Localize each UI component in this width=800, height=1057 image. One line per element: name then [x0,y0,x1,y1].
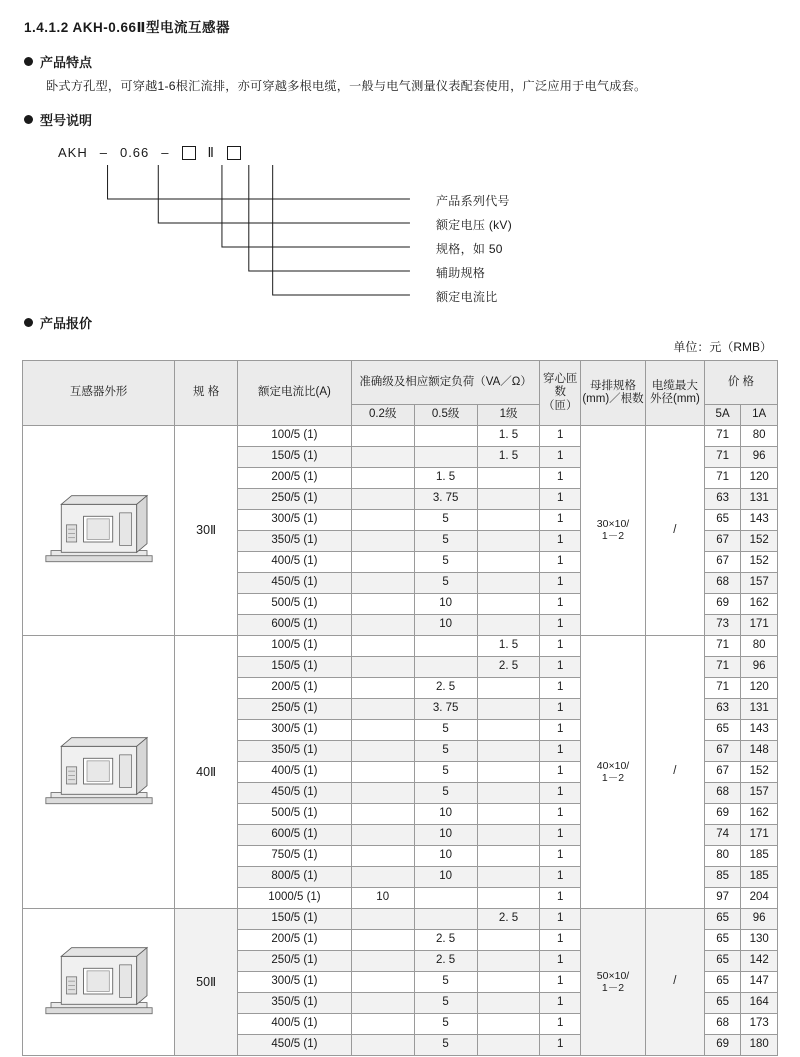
accuracy-05-cell: 5 [414,992,477,1013]
model-label-series: 产品系列代号 [436,193,510,208]
accuracy-1-cell [477,677,540,698]
accuracy-05-cell: 10 [414,824,477,845]
bullet-icon [24,57,33,66]
accuracy-02-cell [351,488,414,509]
busbar-cell: 30×10/ 1－2 [581,425,646,635]
model-dash-1: – [99,145,108,161]
accuracy-02-cell [351,929,414,950]
ratio-cell: 400/5 (1) [238,1013,352,1034]
price-5a-cell: 67 [704,761,741,782]
ratio-cell: 200/5 (1) [238,929,352,950]
price-5a-cell: 71 [704,656,741,677]
turns-cell: 1 [540,782,581,803]
accuracy-1-cell [477,866,540,887]
price-1a-cell: 142 [741,950,778,971]
model-leader-lines [22,139,778,309]
ratio-cell: 150/5 (1) [238,656,352,677]
accuracy-05-cell: 5 [414,509,477,530]
price-5a-cell: 67 [704,551,741,572]
ratio-cell: 250/5 (1) [238,698,352,719]
accuracy-05-cell: 5 [414,971,477,992]
ratio-cell: 450/5 (1) [238,782,352,803]
ratio-cell: 750/5 (1) [238,845,352,866]
price-1a-cell: 96 [741,446,778,467]
accuracy-05-cell: 5 [414,761,477,782]
price-5a-cell: 69 [704,593,741,614]
transformer-image [39,728,159,816]
spec-cell: 30Ⅱ [175,425,238,635]
turns-cell: 1 [540,908,581,929]
price-1a-cell: 148 [741,740,778,761]
price-1a-cell: 171 [741,824,778,845]
price-5a-cell: 71 [704,467,741,488]
price-5a-cell: 65 [704,992,741,1013]
th-price-1a: 1A [741,404,778,425]
accuracy-05-cell: 5 [414,530,477,551]
th-turns: 穿心匝数（匝） [540,360,581,425]
price-1a-cell: 143 [741,719,778,740]
price-1a-cell: 120 [741,677,778,698]
section-heading-price-label: 产品报价 [40,315,93,331]
th-accuracy: 准确级及相应额定负荷（VA／Ω） [351,360,540,404]
turns-cell: 1 [540,866,581,887]
turns-cell: 1 [540,719,581,740]
turns-cell: 1 [540,467,581,488]
ratio-cell: 350/5 (1) [238,530,352,551]
accuracy-02-cell [351,845,414,866]
price-5a-cell: 69 [704,1034,741,1055]
price-5a-cell: 65 [704,950,741,971]
accuracy-05-cell: 2. 5 [414,950,477,971]
ratio-cell: 350/5 (1) [238,740,352,761]
accuracy-02-cell [351,530,414,551]
ratio-cell: 300/5 (1) [238,971,352,992]
turns-cell: 1 [540,824,581,845]
accuracy-05-cell: 3. 75 [414,698,477,719]
accuracy-05-cell: 5 [414,719,477,740]
ratio-cell: 1000/5 (1) [238,887,352,908]
table-row [23,908,778,929]
price-5a-cell: 65 [704,971,741,992]
section-heading-features [24,52,778,71]
price-1a-cell: 162 [741,593,778,614]
accuracy-02-cell [351,1013,414,1034]
price-1a-cell: 152 [741,530,778,551]
accuracy-1-cell [477,698,540,719]
price-5a-cell: 85 [704,866,741,887]
turns-cell: 1 [540,698,581,719]
model-label-ratio: 额定电流比 [436,289,498,304]
accuracy-02-cell [351,509,414,530]
ratio-cell: 200/5 (1) [238,677,352,698]
bullet-icon [24,115,33,124]
ratio-cell: 200/5 (1) [238,467,352,488]
accuracy-02-cell [351,1034,414,1055]
price-1a-cell: 147 [741,971,778,992]
accuracy-02-cell [351,446,414,467]
price-5a-cell: 71 [704,677,741,698]
accuracy-1-cell [477,1034,540,1055]
turns-cell: 1 [540,446,581,467]
ratio-cell: 600/5 (1) [238,824,352,845]
transformer-image-cell [23,635,175,908]
accuracy-1-cell [477,887,540,908]
model-voltage: 0.66 [119,145,150,161]
turns-cell: 1 [540,845,581,866]
th-ratio: 额定电流比(A) [238,360,352,425]
accuracy-05-cell [414,887,477,908]
price-5a-cell: 68 [704,1013,741,1034]
table-row [23,425,778,446]
features-paragraph: 卧式方孔型，可穿越1-6根汇流排，亦可穿越多根电缆，一般与电气测量仪表配套使用，广泛应用于电气成套。 [46,79,647,93]
turns-cell: 1 [540,887,581,908]
turns-cell: 1 [540,971,581,992]
turns-cell: 1 [540,425,581,446]
price-1a-cell: 96 [741,656,778,677]
accuracy-02-cell [351,866,414,887]
accuracy-05-cell: 10 [414,866,477,887]
accuracy-05-cell: 2. 5 [414,929,477,950]
price-5a-cell: 65 [704,908,741,929]
accuracy-1-cell: 2. 5 [477,656,540,677]
spec-cell: 40Ⅱ [175,635,238,908]
accuracy-1-cell [477,614,540,635]
turns-cell: 1 [540,593,581,614]
price-1a-cell: 96 [741,908,778,929]
turns-cell: 1 [540,761,581,782]
turns-cell: 1 [540,1013,581,1034]
price-1a-cell: 152 [741,761,778,782]
spec-cell: 50Ⅱ [175,908,238,1055]
price-1a-cell: 204 [741,887,778,908]
accuracy-02-cell [351,551,414,572]
price-5a-cell: 68 [704,782,741,803]
accuracy-1-cell [477,740,540,761]
accuracy-1-cell: 2. 5 [477,908,540,929]
ratio-cell: 450/5 (1) [238,572,352,593]
turns-cell: 1 [540,614,581,635]
turns-cell: 1 [540,551,581,572]
price-1a-cell: 173 [741,1013,778,1034]
price-1a-cell: 80 [741,635,778,656]
price-5a-cell: 63 [704,698,741,719]
ratio-cell: 300/5 (1) [238,509,352,530]
th-shape: 互感器外形 [23,360,175,425]
accuracy-1-cell [477,761,540,782]
accuracy-05-cell [414,635,477,656]
busbar-cell: 50×10/ 1－2 [581,908,646,1055]
ratio-cell: 500/5 (1) [238,803,352,824]
bullet-icon [24,318,33,327]
price-5a-cell: 63 [704,488,741,509]
ratio-cell: 250/5 (1) [238,950,352,971]
price-1a-cell: 164 [741,992,778,1013]
accuracy-02-cell [351,614,414,635]
transformer-image [39,486,159,574]
ratio-cell: 500/5 (1) [238,593,352,614]
accuracy-1-cell [477,845,540,866]
ratio-cell: 150/5 (1) [238,446,352,467]
model-dash-2: – [161,145,170,161]
turns-cell: 1 [540,572,581,593]
accuracy-02-cell [351,425,414,446]
accuracy-05-cell [414,656,477,677]
th-price: 价 格 [704,360,777,404]
price-table [22,360,778,1056]
price-5a-cell: 65 [704,719,741,740]
cable-cell: / [645,425,704,635]
price-1a-cell: 162 [741,803,778,824]
th-spec: 规 格 [175,360,238,425]
accuracy-05-cell: 10 [414,845,477,866]
transformer-image-cell [23,425,175,635]
accuracy-02-cell [351,761,414,782]
th-busbar: 母排规格(mm)／根数 [581,360,646,425]
accuracy-02-cell [351,593,414,614]
accuracy-1-cell [477,572,540,593]
accuracy-05-cell: 5 [414,572,477,593]
accuracy-02-cell [351,824,414,845]
accuracy-02-cell: 10 [351,887,414,908]
ratio-cell: 100/5 (1) [238,635,352,656]
model-label-voltage: 额定电压 (kV) [436,217,513,232]
price-5a-cell: 67 [704,740,741,761]
accuracy-05-cell: 5 [414,740,477,761]
price-1a-cell: 180 [741,1034,778,1055]
turns-cell: 1 [540,530,581,551]
ratio-cell: 450/5 (1) [238,1034,352,1055]
price-unit-note: 单位：元（RMB） [673,339,772,354]
accuracy-02-cell [351,719,414,740]
accuracy-02-cell [351,971,414,992]
accuracy-1-cell [477,467,540,488]
ratio-cell: 400/5 (1) [238,551,352,572]
th-acc-02: 0.2级 [351,404,414,425]
table-row [23,635,778,656]
turns-cell: 1 [540,929,581,950]
accuracy-05-cell: 3. 75 [414,488,477,509]
transformer-image-cell [23,908,175,1055]
accuracy-02-cell [351,992,414,1013]
price-1a-cell: 152 [741,551,778,572]
accuracy-02-cell [351,467,414,488]
price-5a-cell: 67 [704,530,741,551]
accuracy-1-cell: 1. 5 [477,446,540,467]
price-5a-cell: 71 [704,446,741,467]
price-1a-cell: 157 [741,782,778,803]
price-1a-cell: 157 [741,572,778,593]
price-5a-cell: 71 [704,635,741,656]
accuracy-1-cell [477,803,540,824]
turns-cell: 1 [540,1034,581,1055]
price-1a-cell: 120 [741,467,778,488]
model-label-aux: 辅助规格 [436,265,486,280]
accuracy-1-cell [477,1013,540,1034]
section-heading-model [24,110,778,129]
accuracy-1-cell: 1. 5 [477,635,540,656]
turns-cell: 1 [540,635,581,656]
model-brand: AKH [58,145,88,161]
accuracy-1-cell [477,929,540,950]
accuracy-02-cell [351,740,414,761]
accuracy-05-cell: 10 [414,614,477,635]
turns-cell: 1 [540,509,581,530]
accuracy-05-cell [414,908,477,929]
accuracy-1-cell [477,719,540,740]
accuracy-1-cell [477,530,540,551]
accuracy-1-cell [477,782,540,803]
cable-cell: / [645,908,704,1055]
page-title: 1.4.1.2 AKH-0.66Ⅱ型电流互感器 [24,20,230,35]
price-1a-cell: 143 [741,509,778,530]
price-5a-cell: 69 [704,803,741,824]
accuracy-1-cell [477,551,540,572]
price-1a-cell: 131 [741,698,778,719]
accuracy-1-cell [477,992,540,1013]
th-cable: 电缆最大外径(mm) [645,360,704,425]
price-1a-cell: 185 [741,866,778,887]
turns-cell: 1 [540,950,581,971]
ratio-cell: 800/5 (1) [238,866,352,887]
ratio-cell: 350/5 (1) [238,992,352,1013]
cable-cell: / [645,635,704,908]
price-1a-cell: 130 [741,929,778,950]
accuracy-05-cell: 1. 5 [414,467,477,488]
section-heading-features-label: 产品特点 [40,55,93,70]
accuracy-1-cell [477,593,540,614]
section-heading-model-label: 型号说明 [40,112,93,128]
turns-cell: 1 [540,488,581,509]
accuracy-02-cell [351,677,414,698]
model-code-diagram [22,139,778,309]
turns-cell: 1 [540,740,581,761]
ratio-cell: 150/5 (1) [238,908,352,929]
accuracy-1-cell [477,824,540,845]
turns-cell: 1 [540,803,581,824]
accuracy-1-cell [477,488,540,509]
accuracy-02-cell [351,803,414,824]
ratio-cell: 250/5 (1) [238,488,352,509]
ratio-cell: 600/5 (1) [238,614,352,635]
price-5a-cell: 97 [704,887,741,908]
turns-cell: 1 [540,677,581,698]
accuracy-02-cell [351,950,414,971]
accuracy-1-cell [477,971,540,992]
price-1a-cell: 185 [741,845,778,866]
ratio-cell: 300/5 (1) [238,719,352,740]
accuracy-05-cell: 10 [414,593,477,614]
accuracy-05-cell [414,446,477,467]
busbar-cell: 40×10/ 1－2 [581,635,646,908]
accuracy-02-cell [351,782,414,803]
turns-cell: 1 [540,656,581,677]
transformer-image [39,938,159,1026]
price-5a-cell: 68 [704,572,741,593]
accuracy-05-cell [414,425,477,446]
price-5a-cell: 71 [704,425,741,446]
price-1a-cell: 80 [741,425,778,446]
price-1a-cell: 131 [741,488,778,509]
accuracy-02-cell [351,635,414,656]
price-5a-cell: 73 [704,614,741,635]
accuracy-05-cell: 5 [414,551,477,572]
th-acc-05: 0.5级 [414,404,477,425]
price-5a-cell: 65 [704,929,741,950]
price-5a-cell: 74 [704,824,741,845]
ratio-cell: 100/5 (1) [238,425,352,446]
accuracy-02-cell [351,698,414,719]
accuracy-05-cell: 2. 5 [414,677,477,698]
accuracy-02-cell [351,572,414,593]
accuracy-1-cell: 1. 5 [477,425,540,446]
model-label-spec: 规格，如 50 [436,241,503,256]
model-series-mark: Ⅱ [207,144,215,160]
ratio-cell: 400/5 (1) [238,761,352,782]
price-1a-cell: 171 [741,614,778,635]
accuracy-1-cell [477,950,540,971]
section-heading-price [24,313,778,332]
accuracy-05-cell: 5 [414,782,477,803]
accuracy-05-cell: 10 [414,803,477,824]
accuracy-05-cell: 5 [414,1013,477,1034]
accuracy-02-cell [351,656,414,677]
accuracy-02-cell [351,908,414,929]
price-5a-cell: 80 [704,845,741,866]
th-acc-1: 1级 [477,404,540,425]
price-5a-cell: 65 [704,509,741,530]
accuracy-1-cell [477,509,540,530]
th-price-5a: 5A [704,404,741,425]
accuracy-05-cell: 5 [414,1034,477,1055]
turns-cell: 1 [540,992,581,1013]
